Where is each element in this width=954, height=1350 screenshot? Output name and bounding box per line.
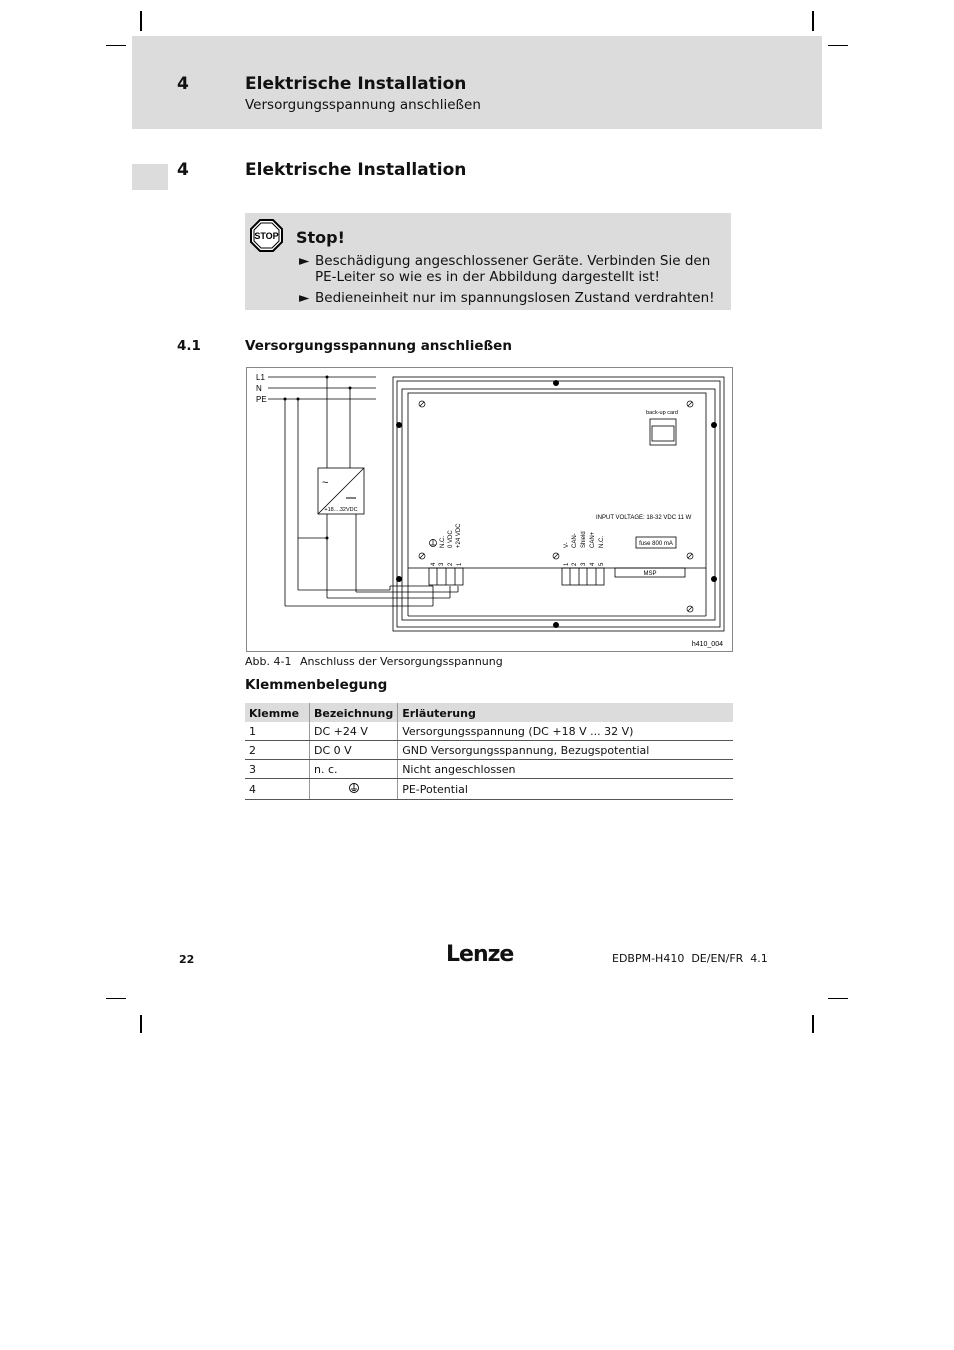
- klemme-cell: 2: [245, 741, 310, 760]
- bullet-arrow-icon: ►: [299, 290, 310, 306]
- svg-text:0 VDC: 0 VDC: [448, 530, 454, 548]
- column-header: Erläuterung: [398, 703, 733, 722]
- input-voltage-label: INPUT VOLTAGE: 18-32 VDC 11 W: [596, 515, 692, 521]
- subsection-number: 4.1: [177, 338, 201, 354]
- section-title: Elektrische Installation: [245, 160, 467, 180]
- header-chapter-title: Elektrische Installation: [245, 74, 467, 94]
- crop-mark: [140, 11, 142, 31]
- svg-text:4: 4: [590, 562, 596, 566]
- table-header-row: [245, 703, 733, 722]
- subsection-title: Versorgungsspannung anschließen: [245, 338, 512, 354]
- figure-caption-text: Anschluss der Versorgungsspannung: [300, 655, 503, 668]
- erlaeuterung-cell: Nicht angeschlossen: [398, 760, 733, 779]
- svg-text:2: 2: [448, 562, 454, 566]
- backup-card-label: back-up card: [646, 410, 678, 416]
- table-row: [245, 760, 733, 779]
- earth-ground-icon: [348, 782, 360, 794]
- psu-dc-label: +18....32VDC: [324, 507, 358, 513]
- crop-mark: [828, 45, 848, 46]
- section-number: 4: [177, 160, 189, 180]
- crop-mark: [828, 998, 848, 999]
- document-id: EDBPM-H410 DE/EN/FR 4.1: [612, 952, 768, 965]
- lenze-logo: Lenze: [446, 942, 514, 967]
- header-subtitle: Versorgungsspannung anschließen: [245, 97, 481, 113]
- svg-text:N.C.: N.C.: [440, 536, 446, 548]
- bullet-arrow-icon: ►: [299, 253, 310, 269]
- erlaeuterung-cell: PE-Potential: [398, 779, 733, 800]
- table-row: [245, 722, 733, 741]
- pe-label: PE: [256, 395, 267, 404]
- page-header-band: [132, 36, 822, 129]
- bezeichnung-cell: [310, 779, 398, 800]
- svg-text:V-: V-: [564, 542, 570, 548]
- table-row: [245, 779, 733, 800]
- stop-sign-icon: [250, 219, 283, 256]
- klemme-cell: 1: [245, 722, 310, 741]
- bezeichnung-cell: n. c.: [310, 760, 398, 779]
- warning-bullet-1-line2: PE-Leiter so wie es in der Abbildung dargestellt ist!: [315, 269, 660, 285]
- klemme-cell: 4: [245, 779, 310, 800]
- svg-text:3: 3: [439, 562, 445, 566]
- crop-mark: [812, 11, 814, 31]
- svg-text:4: 4: [431, 562, 437, 566]
- fuse-label: fuse 800 mA: [639, 541, 673, 547]
- svg-text:5: 5: [599, 562, 605, 566]
- section-marker: [132, 164, 168, 190]
- n-label: N: [256, 384, 262, 393]
- svg-text:Shield: Shield: [581, 531, 587, 548]
- erlaeuterung-cell: GND Versorgungsspannung, Bezugspotential: [398, 741, 733, 760]
- svg-text:1: 1: [564, 562, 570, 566]
- bezeichnung-cell: DC +24 V: [310, 722, 398, 741]
- erlaeuterung-cell: Versorgungsspannung (DC +18 V ... 32 V): [398, 722, 733, 741]
- svg-text:2: 2: [572, 562, 578, 566]
- page-number: 22: [179, 953, 195, 966]
- header-chapter-number: 4: [177, 74, 189, 94]
- crop-mark: [106, 45, 126, 46]
- figure-id: h410_004: [691, 641, 723, 648]
- terminal-table: [245, 703, 733, 800]
- column-header: Bezeichnung: [310, 703, 398, 722]
- svg-text:N.C.: N.C.: [599, 536, 605, 548]
- figure-caption-number: Abb. 4-1: [245, 655, 292, 668]
- warning-bullet-1-line1: Beschädigung angeschlossener Geräte. Verbinden Sie den: [315, 253, 711, 269]
- svg-text:+24 VDC: +24 VDC: [456, 523, 462, 548]
- msp-label: MSP: [643, 571, 657, 577]
- svg-text:CAN+: CAN+: [590, 531, 596, 548]
- stop-title: Stop!: [296, 228, 345, 247]
- svg-text:3: 3: [581, 562, 587, 566]
- klemme-cell: 3: [245, 760, 310, 779]
- psu-ac-label: ~: [322, 477, 329, 489]
- table-row: [245, 741, 733, 760]
- svg-text:1: 1: [457, 562, 463, 566]
- svg-text:CAN-: CAN-: [572, 533, 578, 548]
- bezeichnung-cell: DC 0 V: [310, 741, 398, 760]
- column-header: Klemme: [245, 703, 310, 722]
- klemmen-heading: Klemmenbelegung: [245, 677, 388, 693]
- crop-mark: [140, 1015, 142, 1033]
- warning-bullet-2: Bedieneinheit nur im spannungslosen Zustand verdrahten!: [315, 290, 715, 306]
- crop-mark: [812, 1015, 814, 1033]
- l1-label: L1: [256, 373, 265, 382]
- svg-text:STOP: STOP: [254, 231, 279, 241]
- wiring-diagram: [246, 367, 733, 656]
- crop-mark: [106, 998, 126, 999]
